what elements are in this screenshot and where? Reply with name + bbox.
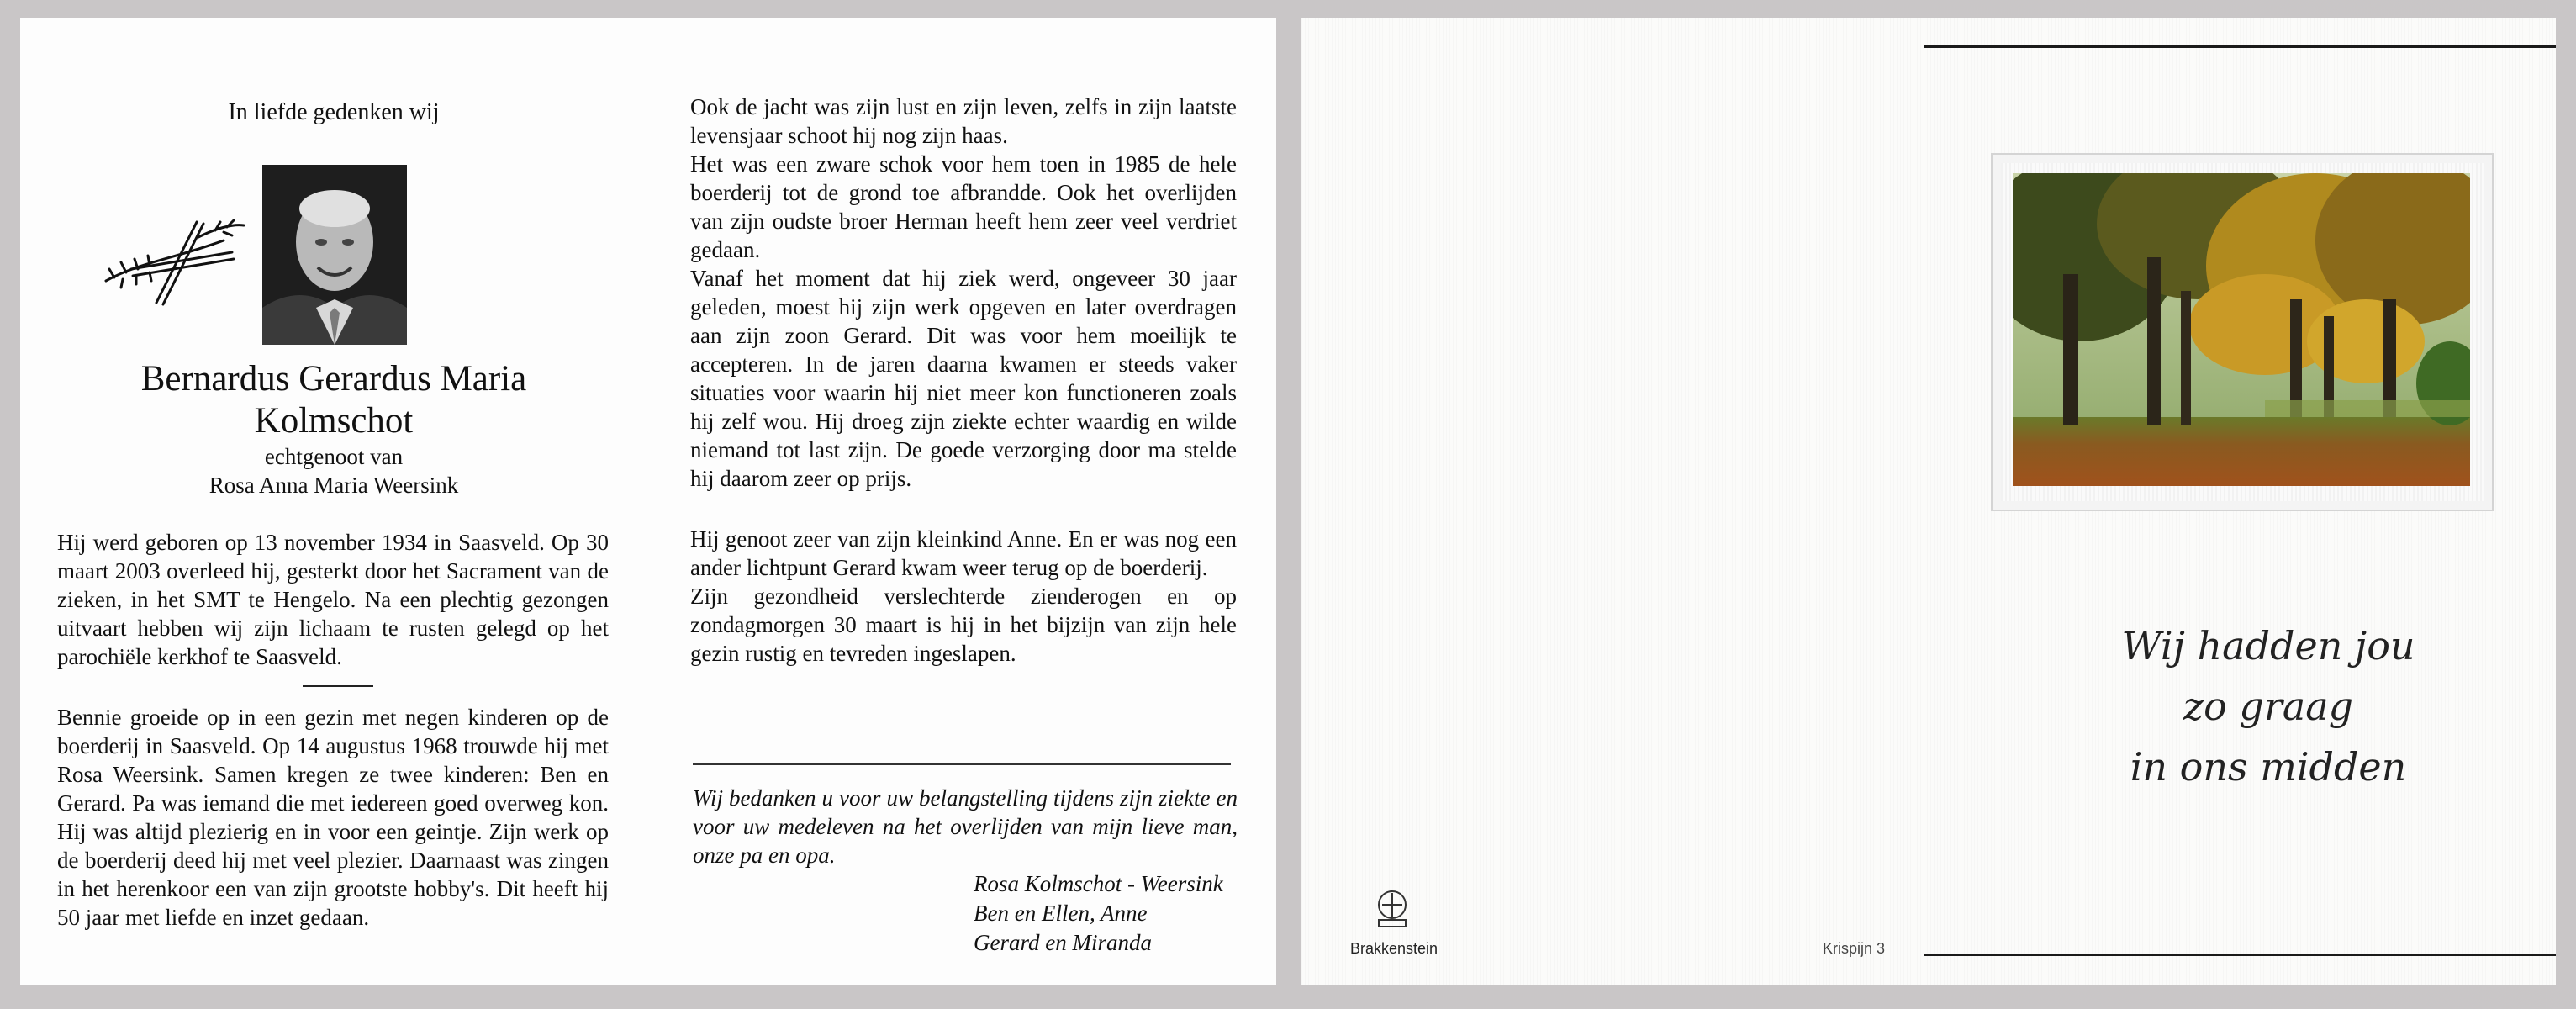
- portrait-photo: [262, 165, 407, 345]
- deceased-name: [20, 358, 647, 442]
- thanks-divider: [693, 763, 1231, 765]
- verse-line: zo graag: [2183, 684, 2354, 729]
- paragraph-text: Bennie groeide op in een gezin met negen kinderen op de boerderij in Saasveld. Op 14 augustus 1968 trouwde hij met Rosa Weersink. Samen kregen ze twee kinderen: Ben en Gerard. Pa was iemand die met iedereen goed overweg kon. Hij was altijd plezierig en in voor een geintje. Zijn werk op de boerderij deed hij met veel plezier. Daarnaast was zingen in het herenkoor een van zijn grootste hobby's. Dit heeft hij 50 jaar met liefde en inzet gedaan.: [57, 705, 609, 930]
- autumn-park-photo: [2013, 173, 2470, 486]
- signature-line: Ben en Ellen, Anne: [974, 901, 1148, 926]
- name-line-2: Kolmschot: [254, 401, 414, 441]
- top-rule: [1924, 45, 2556, 48]
- publisher-name: Brakkenstein: [1350, 940, 1438, 957]
- name-line-1: Bernardus Gerardus Maria: [140, 359, 527, 399]
- spouse-label: echtgenoot van: [264, 444, 404, 469]
- intro-text: In liefde gedenken wij: [228, 99, 440, 125]
- spouse-info: [20, 442, 647, 499]
- paragraph-text: Zijn gezondheid verslechterde zienderogen en op zondagmorgen 30 maart is hij in het bijzijn van zijn hele gezin rustig en tevreden ingeslapen.: [690, 584, 1237, 666]
- bottom-rule: [1924, 954, 2556, 956]
- spouse-name: Rosa Anna Maria Weersink: [209, 473, 459, 498]
- biography-paragraph-2: [57, 703, 609, 932]
- paragraph-text: Hij werd geboren op 13 november 1934 in Saasveld. Op 30 maart 2003 overleed hij, gesterkt door het Sacrament van de zieken, in het SMT te Hengelo. Na een plechtig gezongen uitvaart hebben wij zijn lichaam te rusten gelegd op het parochiële kerkhof te Saasveld.: [57, 530, 609, 669]
- cross-palm-icon: [98, 203, 249, 321]
- biography-column-2a: [690, 92, 1237, 493]
- signature-line: Rosa Kolmschot - Weersink: [974, 871, 1223, 896]
- signature-line: Gerard en Miranda: [974, 930, 1152, 955]
- paragraph-text: Ook de jacht was zijn lust en zijn leven, zelfs in zijn laatste levensjaar schoot hij nog zijn haas.: [690, 94, 1237, 148]
- card-model: Krispijn 3: [1823, 940, 1886, 957]
- signature-block: [974, 869, 1259, 958]
- verse-line: in ons midden: [2130, 744, 2407, 790]
- verse-line: Wij hadden jou: [2121, 623, 2415, 668]
- memorial-card-cover: [1301, 18, 2556, 985]
- section-divider: [303, 685, 373, 687]
- memorial-card-inside: [20, 18, 1276, 985]
- paragraph-text: Het was een zware schok voor hem toen in 1985 de hele boerderij tot de grond toe afbrandde. Ook het overlijden van zijn oudste broer Herman heeft hem zeer veel verdriet gedaan.: [690, 151, 1237, 262]
- biography-column-2b: [690, 525, 1237, 668]
- biography-paragraph-1: [57, 528, 609, 671]
- thank-you-note: Wij bedanken u voor uw belangstelling tijdens zijn ziekte en voor uw medeleven na het overlijden van mijn lieve man, onze pa en opa.: [693, 785, 1238, 868]
- paragraph-text: Vanaf het moment dat hij ziek werd, ongeveer 30 jaar geleden, moest hij zijn werk opgeven en later overdragen aan zijn zoon Gerard. Dit was voor hem moeilijk te accepteren. In de jaren daarna kwamen er steeds vaker situaties voor waarin hij niet meer kon functioneren zoals hij zelf wou. Hij droeg zijn ziekte echter waardig en wilde niemand tot last zijn. De goede verzorging door ma stelde hij daarom zeer op prijs.: [690, 266, 1237, 491]
- brakkenstein-logo-icon: [1374, 888, 1411, 930]
- paragraph-text: Hij genoot zeer van zijn kleinkind Anne. En er was nog een ander lichtpunt Gerard kwam weer terug op de boerderij.: [690, 526, 1237, 580]
- cover-verse: [2058, 615, 2478, 797]
